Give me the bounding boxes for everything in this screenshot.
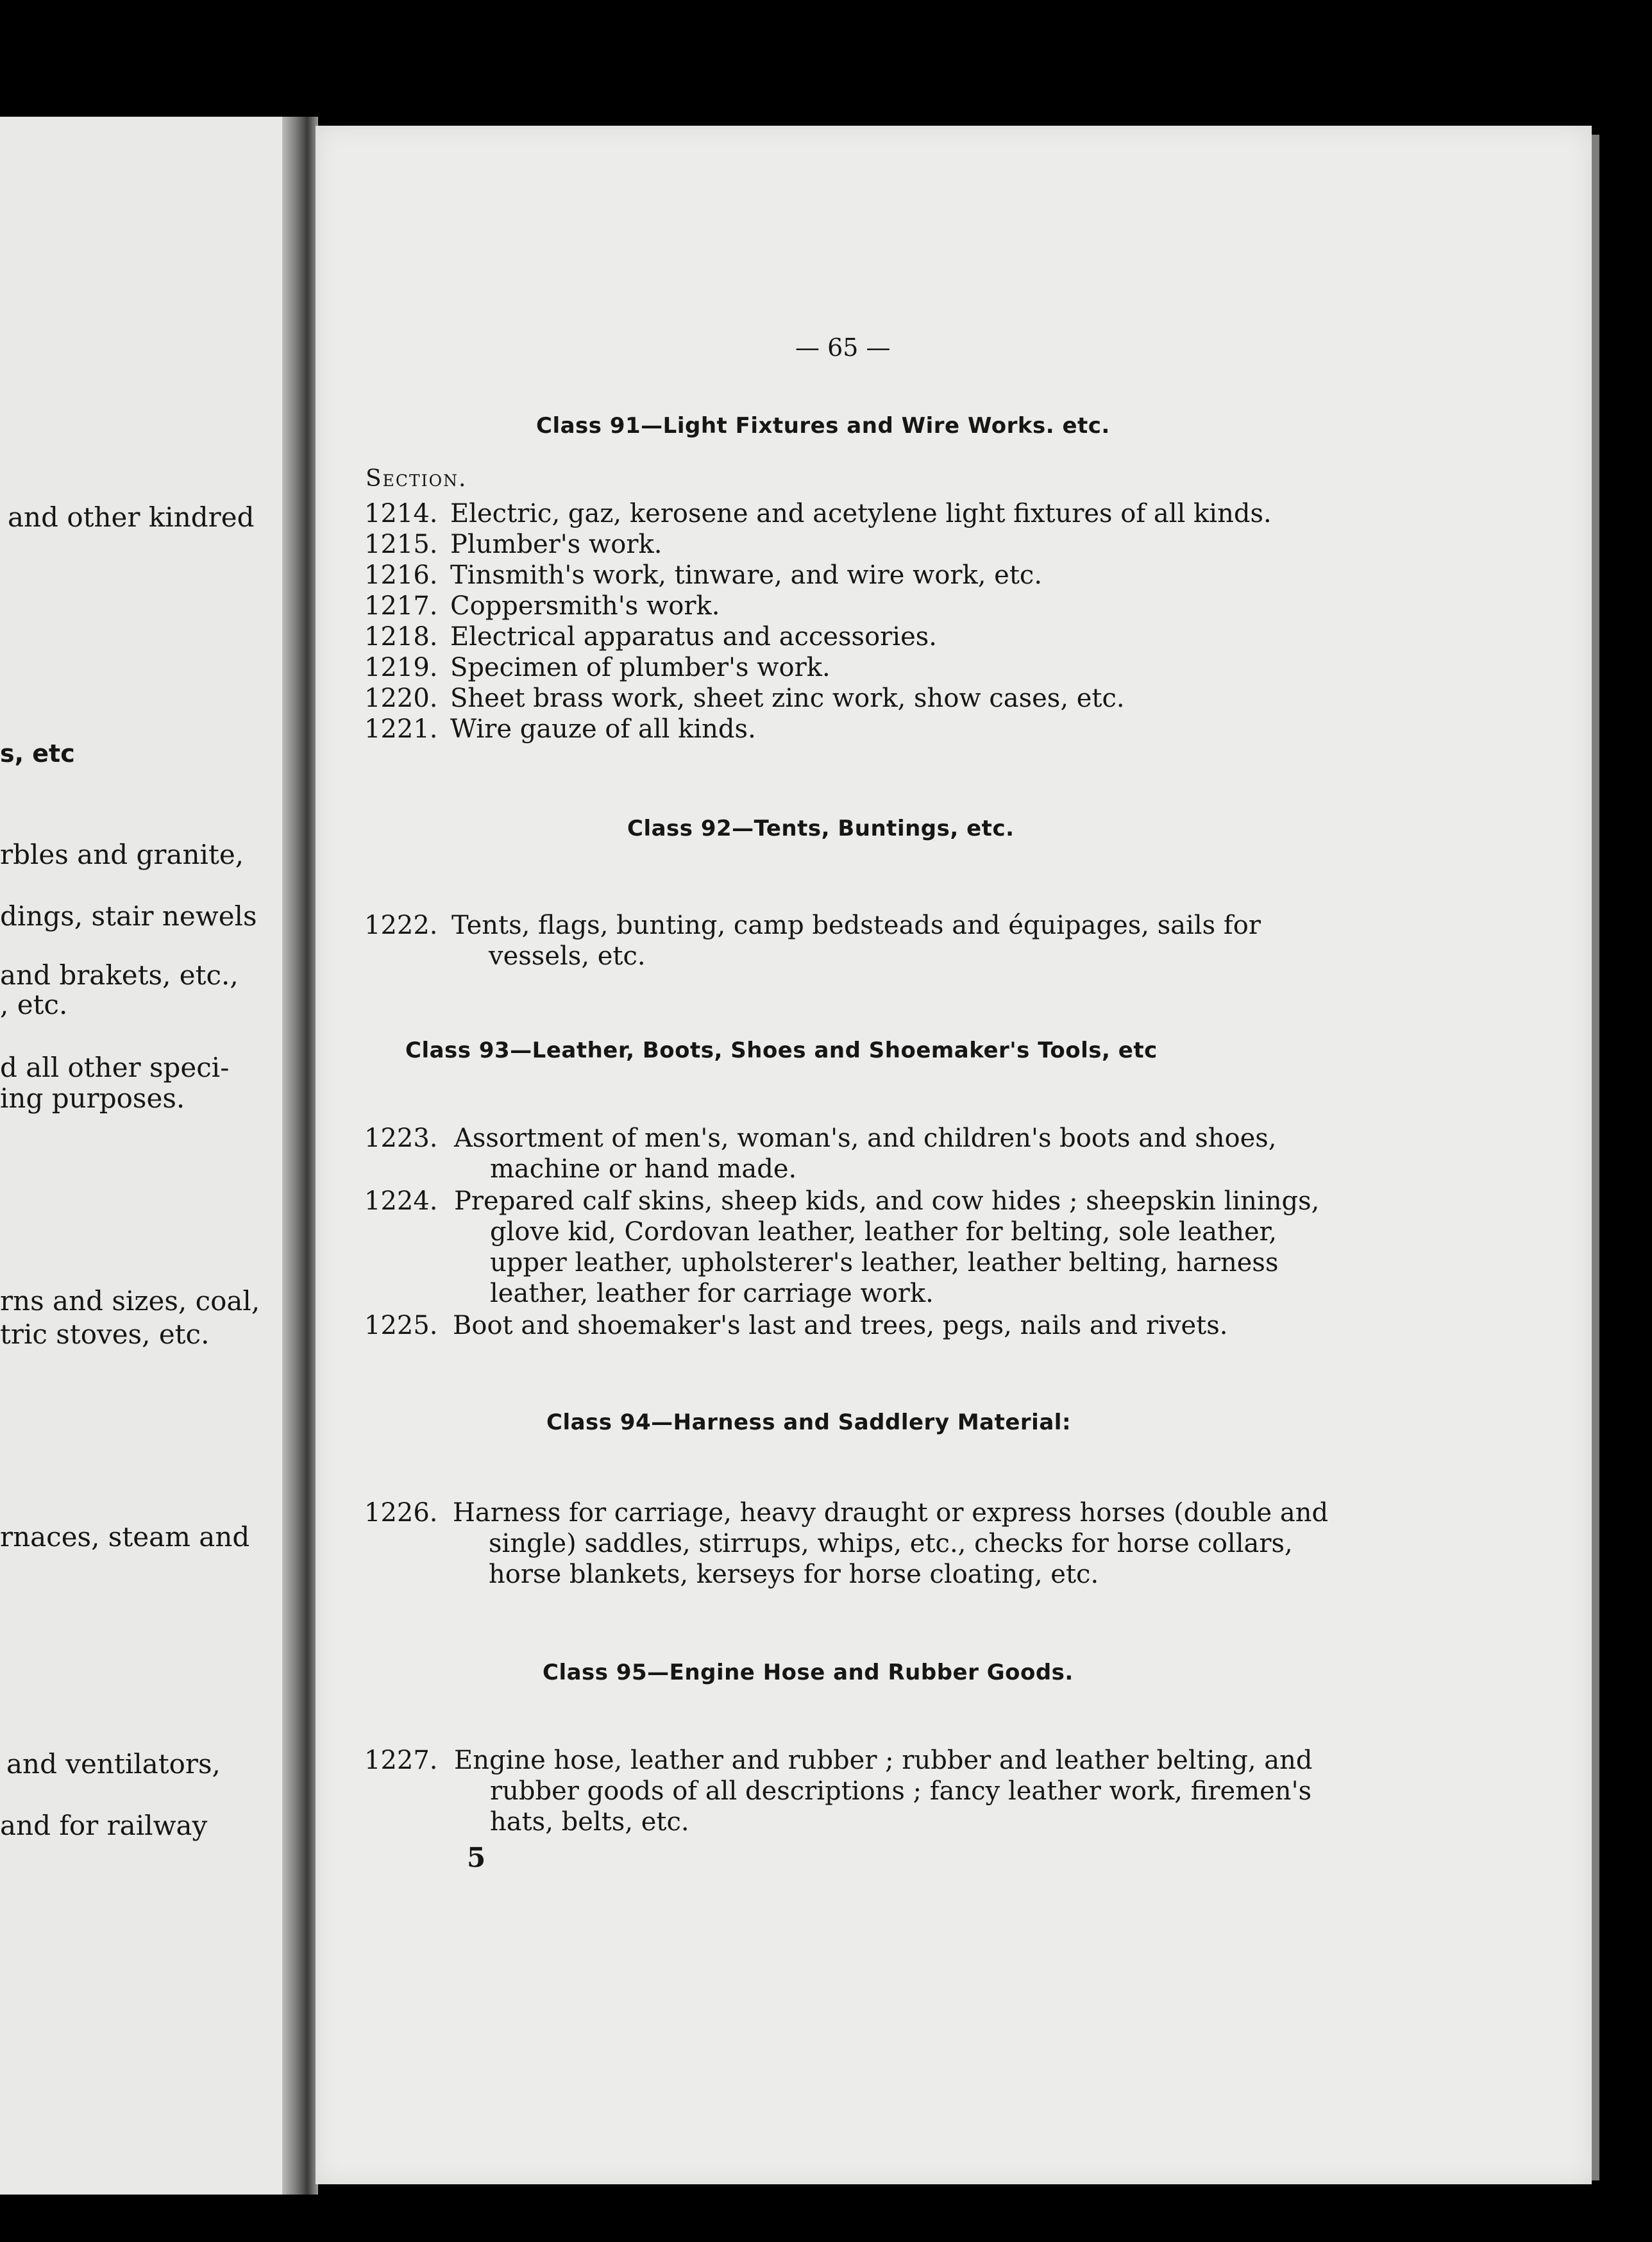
left-line: dings, stair newels xyxy=(0,900,257,932)
entry-text: Plumber's work. xyxy=(450,530,662,559)
left-line: rns and sizes, coal, xyxy=(0,1285,260,1317)
entry-text-continuation: upper leather, upholsterer's leather, leather belting, harness xyxy=(490,1248,1279,1277)
entry-number: 1217. xyxy=(364,591,438,621)
entry-text: Tents, flags, bunting, camp bedsteads and équipages, sails for xyxy=(451,911,1261,940)
left-line: rnaces, steam and xyxy=(0,1521,250,1553)
page-number: — 65 — xyxy=(795,333,891,362)
entry-text: Harness for carriage, heavy draught or express horses (double and xyxy=(453,1498,1329,1528)
left-line: and ventilators, xyxy=(6,1748,221,1780)
entry-text-continuation: rubber goods of all descriptions ; fancy leather work, firemen's xyxy=(490,1776,1312,1806)
entry-text: Coppersmith's work. xyxy=(450,591,720,621)
entry-number: 1224. xyxy=(364,1186,438,1216)
entry-text: Tinsmith's work, tinware, and wire work, etc. xyxy=(450,560,1043,590)
entry-text-continuation: leather, leather for carriage work. xyxy=(490,1279,934,1308)
left-line: rbles and granite, xyxy=(0,839,244,870)
left-line: and other kindred xyxy=(8,501,255,533)
entry-number: 1225. xyxy=(364,1311,438,1340)
entry-text: Electrical apparatus and accessories. xyxy=(450,622,937,652)
entry-text: Specimen of plumber's work. xyxy=(450,653,830,682)
entry-text: Assortment of men's, woman's, and children's boots and shoes, xyxy=(454,1124,1277,1153)
entry-text-continuation: single) saddles, stirrups, whips, etc., checks for horse collars, xyxy=(489,1529,1293,1558)
entry-number: 1219. xyxy=(364,653,438,682)
entry-text-continuation: glove kid, Cordovan leather, leather for belting, sole leather, xyxy=(490,1217,1277,1247)
left-page xyxy=(0,117,300,2195)
class-heading: Class 92—Tents, Buntings, etc. xyxy=(627,816,1015,841)
section-label: Section. xyxy=(366,466,468,492)
entry-text-continuation: vessels, etc. xyxy=(489,941,646,971)
entry-text-continuation: horse blankets, kerseys for horse cloating, etc. xyxy=(489,1560,1099,1589)
entry-text: Prepared calf skins, sheep kids, and cow hides ; sheepskin linings, xyxy=(454,1186,1320,1216)
entry-text: Boot and shoemaker's last and trees, pegs, nails and rivets. xyxy=(453,1311,1228,1340)
signature-mark: 5 xyxy=(467,1842,486,1873)
book-gutter xyxy=(282,117,318,2195)
page-edge xyxy=(1592,135,1599,2180)
class-heading: Class 91—Light Fixtures and Wire Works. etc. xyxy=(536,413,1110,439)
entry-number: 1215. xyxy=(364,530,438,559)
entry-text-continuation: machine or hand made. xyxy=(490,1154,797,1184)
class-heading: Class 95—Engine Hose and Rubber Goods. xyxy=(543,1660,1074,1685)
left-line: ing purposes. xyxy=(0,1083,185,1114)
left-line: d all other speci- xyxy=(0,1052,230,1083)
entry-number: 1214. xyxy=(364,499,438,528)
entry-number: 1223. xyxy=(364,1124,438,1153)
left-line: and for railway xyxy=(0,1810,208,1841)
entry-text: Engine hose, leather and rubber ; rubber and leather belting, and xyxy=(454,1746,1313,1775)
left-line: , etc. xyxy=(0,989,68,1020)
entry-text: Electric, gaz, kerosene and acetylene light fixtures of all kinds. xyxy=(450,499,1272,528)
entry-text: Wire gauze of all kinds. xyxy=(450,714,756,744)
class-heading: Class 94—Harness and Saddlery Material: xyxy=(546,1410,1072,1435)
left-line: tric stoves, etc. xyxy=(0,1319,210,1350)
entry-number: 1226. xyxy=(364,1498,438,1528)
entry-number: 1216. xyxy=(364,560,438,590)
entry-number: 1220. xyxy=(364,684,438,713)
entry-number: 1222. xyxy=(364,911,438,940)
left-line: and brakets, etc., xyxy=(0,959,239,991)
entry-number: 1218. xyxy=(364,622,438,652)
entry-text-continuation: hats, belts, etc. xyxy=(490,1807,689,1837)
entry-number: 1227. xyxy=(364,1746,438,1775)
class-heading: Class 93—Leather, Boots, Shoes and Shoemaker's Tools, etc xyxy=(405,1038,1158,1063)
left-heading-fragment: s, etc xyxy=(0,739,75,768)
entry-text: Sheet brass work, sheet zinc work, show cases, etc. xyxy=(450,684,1125,713)
entry-number: 1221. xyxy=(364,714,438,744)
